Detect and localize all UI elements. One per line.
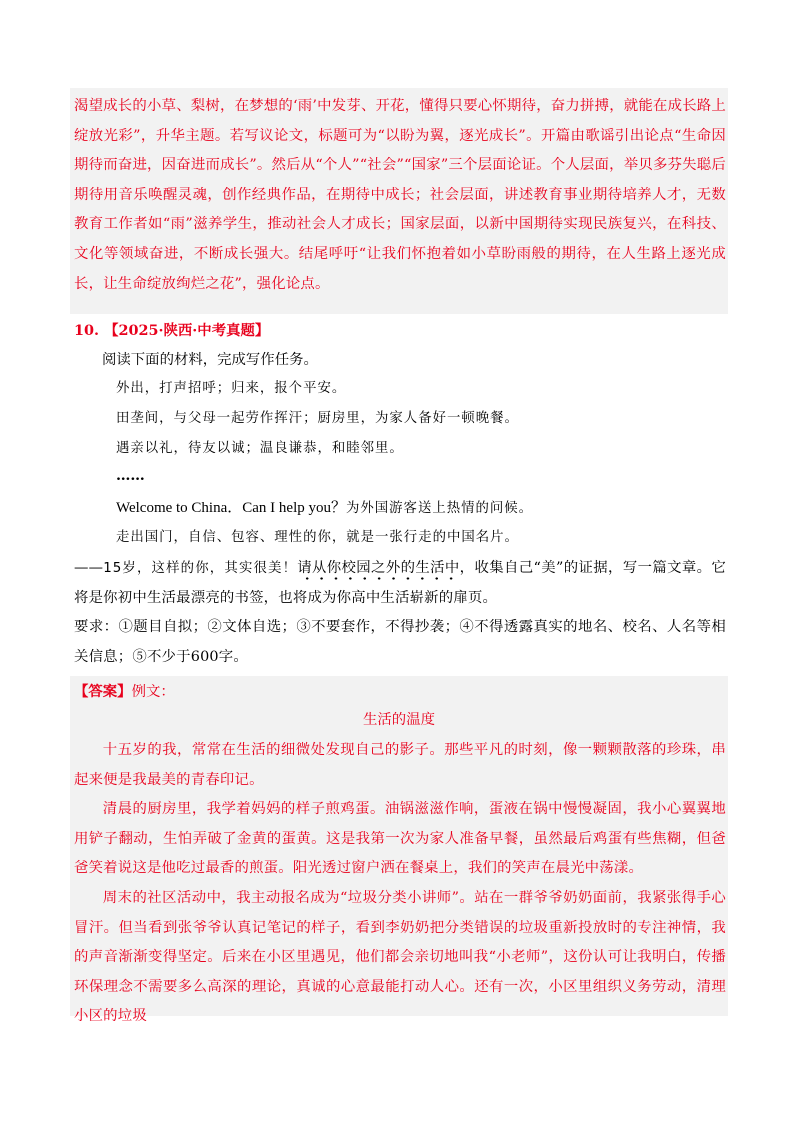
material-ellipsis: …… <box>116 467 145 484</box>
prompt-task: ，收集自己“美”的证据，写一篇文章。它将是你初中生活最漂亮的书签，也将成为你高中生活崭新的扉页。 <box>74 560 727 606</box>
question-header <box>74 321 269 341</box>
material-last-line: 走出国门，自信、包容、理性的你，就是一张行走的中国名片。 <box>116 530 519 545</box>
material-line-3: 遇亲以礼，待友以诚；温良谦恭，和睦邻里。 <box>116 441 404 456</box>
requirements: 要求：①题目自拟；②文体自选；③不要套作，不得抄袭；④不得透露真实的地名、校名、人名等相关信息；⑤不少于600字。 <box>74 619 726 665</box>
prompt-dash: —— <box>74 560 104 576</box>
question-number: 10. <box>74 322 100 339</box>
material-line-2: 田垄间，与父母一起劳作挥汗；厨房里，为家人备好一顿晚餐。 <box>116 411 519 426</box>
material-english-line <box>116 498 533 519</box>
essay-title: 生活的温度 <box>363 712 435 728</box>
material-english: Welcome to China．Can I help you？ <box>116 500 346 516</box>
prompt-emphasis: 请从你校园之外的生活中 <box>297 560 459 581</box>
material-line-1: 外出，打声招呼；归来，报个平安。 <box>116 381 347 396</box>
question-instruction: 阅读下面的材料，完成写作任务。 <box>102 352 318 368</box>
essay-paragraph-2: 清晨的厨房里，我学着妈妈的样子煎鸡蛋。油锅滋滋作响，蛋液在锅中慢慢凝固，我小心翼翼地用铲子翻动，生怕弄破了金黄的蛋黄。这是我第一次为家人准备早餐，虽然最后鸡蛋有些焦糊，但爸爸笑着说这是他吃过最香的煎蛋。阳光透过窗户洒在餐桌上，我们的笑声在晨光中荡漾。 <box>74 801 726 877</box>
answer-label-line <box>74 682 175 702</box>
writing-prompt <box>74 554 726 613</box>
prompt-intro: 15岁，这样的你，其实很美！ <box>103 561 298 576</box>
essay-paragraph-1: 十五岁的我，常常在生活的细微处发现自己的影子。那些平凡的时刻，像一颗颗散落的珍珠，串起来便是我最美的青春印记。 <box>74 742 726 788</box>
answer-label: 【答案】 <box>74 683 132 700</box>
previous-answer-text: 渴望成长的小草、梨树，在梦想的‘雨’中发芽、开花，懂得只要心怀期待，奋力拼搏，就能在成长路上绽放光彩”，升华主题。若写议论文，标题可为“以盼为翼，逐光成长”。开篇由歌谣引出论点“生命因期待而奋进，因奋进而成长”。然后从“个人”“社会”“国家”三个层面论证。个人层面，举贝多芬失聪后期待用音乐唤醒灵魂，创作经典作品，在期待中成长；社会层面，讲述教育事业期待培养人才，无数教育工作者如“雨”滋养学生，推动社会人才成长；国家层面，以新中国期待实现民族复兴，在科技、文化等领域奋进，不断成长强大。结尾呼吁“让我们怀抱着如小草盼雨般的期待，在人生路上逐光成长，让生命绽放绚烂之花”，强化论点。 <box>74 98 726 292</box>
material-english-tail: 为外国游客送上热情的问候。 <box>346 501 534 516</box>
essay-paragraph-3: 周末的社区活动中，我主动报名成为“垃圾分类小讲师”。站在一群爷爷奶奶面前，我紧张得手心冒汗。但当看到张爷爷认真记笔记的样子，看到李奶奶把分类错误的垃圾重新投放时的专注神情，我的声音渐渐变得坚定。后来在小区里遇见，他们都会亲切地叫我“小老师”，这份认可让我明白，传播环保理念不需要多么高深的理论，真诚的心意最能打动人心。还有一次，小区里组织义务劳动，清理小区的垃圾 <box>74 890 726 1025</box>
answer-label-tail: 例文： <box>131 684 175 700</box>
question-source: 【2025·陕西·中考真题】 <box>104 322 270 339</box>
